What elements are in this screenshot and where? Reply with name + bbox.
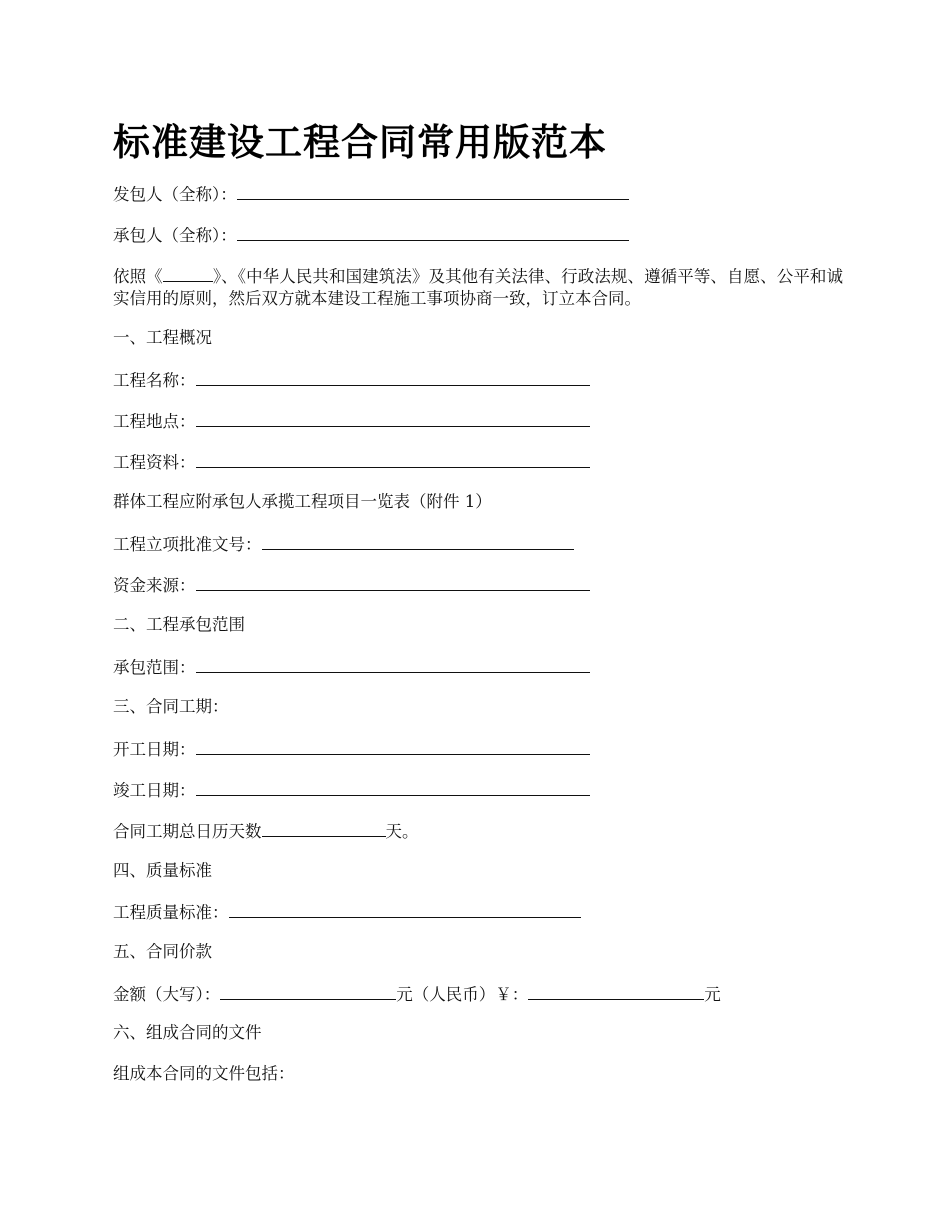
project-name-blank[interactable]	[196, 368, 590, 386]
employer-line	[113, 182, 629, 206]
total-days-blank[interactable]	[262, 819, 386, 837]
section2-heading: 二、工程承包范围	[113, 615, 245, 634]
basis-law-blank[interactable]	[163, 264, 213, 282]
completion-date-blank[interactable]	[196, 778, 590, 796]
quality-blank[interactable]	[229, 900, 581, 918]
project-data-blank[interactable]	[196, 450, 590, 468]
total-days-prefix: 合同工期总日历天数	[113, 822, 262, 841]
total-days-suffix: 天。	[385, 822, 419, 841]
scope-line	[113, 655, 590, 679]
contractor-label: 承包人（全称）：	[113, 226, 237, 245]
section3-heading: 三、合同工期：	[113, 697, 229, 716]
basis-paragraph	[113, 264, 843, 310]
group-project-note: 群体工程应附承包人承揽工程项目一览表（附件 1）	[113, 492, 492, 511]
amount-suffix: 元	[704, 985, 721, 1004]
project-location-label: 工程地点：	[113, 412, 196, 431]
section6-heading: 六、组成合同的文件	[113, 1023, 262, 1042]
basis-suffix: 》、《中华人民共和国建筑法》及其他有关法律、行政法规、遵循平等、自愿、公平和诚实信用的原则，然后双方就本建设工程施工事项协商一致，订立本合同。	[113, 267, 843, 308]
project-name-line	[113, 368, 590, 392]
funding-source-blank[interactable]	[196, 573, 590, 591]
project-data-line	[113, 450, 590, 474]
scope-blank[interactable]	[196, 655, 590, 673]
employer-label: 发包人（全称）：	[113, 185, 237, 204]
amount-line	[113, 982, 721, 1006]
section1-heading: 一、工程概况	[113, 328, 212, 347]
approval-doc-blank[interactable]	[262, 532, 574, 550]
funding-source-line	[113, 573, 590, 597]
project-name-label: 工程名称：	[113, 371, 196, 390]
start-date-blank[interactable]	[196, 737, 590, 755]
contractor-line	[113, 223, 629, 247]
total-days-line	[113, 819, 419, 843]
basis-prefix: 依照《	[113, 267, 163, 286]
scope-label: 承包范围：	[113, 658, 196, 677]
project-location-line	[113, 409, 590, 433]
amount-words-blank[interactable]	[220, 982, 396, 1000]
section5-heading: 五、合同价款	[113, 942, 212, 961]
quality-label: 工程质量标准：	[113, 903, 229, 922]
document-title: 标准建设工程合同常用版范本	[113, 121, 607, 164]
quality-line	[113, 900, 581, 924]
amount-mid: 元（人民币）￥：	[396, 985, 529, 1004]
approval-doc-label: 工程立项批准文号：	[113, 535, 262, 554]
amount-figures-blank[interactable]	[528, 982, 704, 1000]
section4-heading: 四、质量标准	[113, 861, 212, 880]
completion-date-label: 竣工日期：	[113, 781, 196, 800]
documents-intro: 组成本合同的文件包括：	[113, 1064, 295, 1083]
employer-blank[interactable]	[237, 182, 629, 200]
funding-source-label: 资金来源：	[113, 576, 196, 595]
start-date-label: 开工日期：	[113, 740, 196, 759]
contractor-blank[interactable]	[237, 223, 629, 241]
approval-doc-line	[113, 532, 574, 556]
completion-date-line	[113, 778, 590, 802]
amount-label: 金额（大写）：	[113, 985, 221, 1004]
start-date-line	[113, 737, 590, 761]
project-location-blank[interactable]	[196, 409, 590, 427]
project-data-label: 工程资料：	[113, 453, 196, 472]
